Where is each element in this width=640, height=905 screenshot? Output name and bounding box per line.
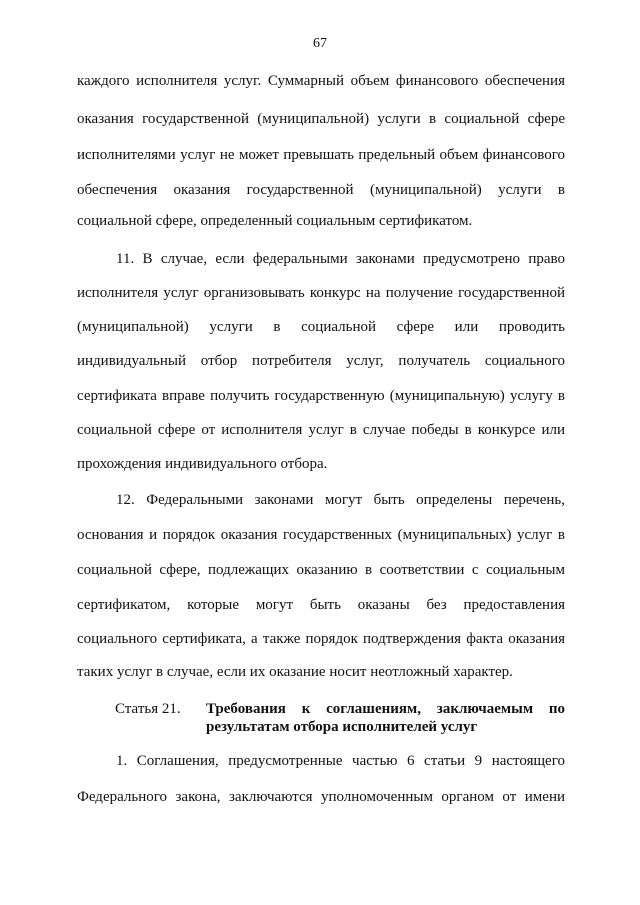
page-number: 67 [313, 36, 327, 51]
text-line: социальной сфере, подлежащих оказанию в соответствии с социальным [77, 562, 565, 578]
text-line: социальной сфере, определенный социальным сертификатом. [77, 213, 473, 229]
text-line: исполнителя услуг организовывать конкурс на получение государственной [77, 285, 565, 301]
text-line: таких услуг в случае, если их оказание носит неотложный характер. [77, 664, 513, 680]
paragraph-11-first-line: 11. В случае, если федеральными законами предусмотрено право [116, 251, 565, 267]
text-line: индивидуальный отбор потребителя услуг, получатель социального [77, 353, 565, 369]
text-line: каждого исполнителя услуг. Суммарный объем финансового обеспечения [77, 73, 565, 89]
text-line: оказания государственной (муниципальной) услуги в социальной сфере [77, 111, 565, 127]
article-title [206, 700, 565, 736]
article-21-point-1-first-line: 1. Соглашения, предусмотренные частью 6 статьи 9 настоящего [116, 753, 565, 769]
text-line: прохождения индивидуального отбора. [77, 456, 328, 472]
text-line: обеспечения оказания государственной (муниципальной) услуги в [77, 182, 565, 198]
paragraph-12-first-line: 12. Федеральными законами могут быть определены перечень, [116, 492, 565, 508]
text-line: сертификатом, которые могут быть оказаны без предоставления [77, 597, 565, 613]
text-line: (муниципальной) услуги в социальной сфере или проводить [77, 319, 565, 335]
text-line: Федерального закона, заключаются уполномоченным органом от имени [77, 789, 565, 805]
text-line: основания и порядок оказания государственных (муниципальных) услуг в [77, 527, 565, 543]
article-title-line: Требования к соглашениям, заключаемым по [206, 701, 565, 717]
text-line: социального сертификата, а также порядок подтверждения факта оказания [77, 631, 565, 647]
article-label: Статья 21. [115, 701, 181, 717]
text-line: социальной сфере от исполнителя услуг в случае победы в конкурсе или [77, 422, 565, 438]
text-line: сертификата вправе получить государственную (муниципальную) услугу в [77, 388, 565, 404]
article-title-line: результатам отбора исполнителей услуг [206, 719, 478, 735]
text-line: исполнителями услуг не может превышать предельный объем финансового [77, 147, 565, 163]
